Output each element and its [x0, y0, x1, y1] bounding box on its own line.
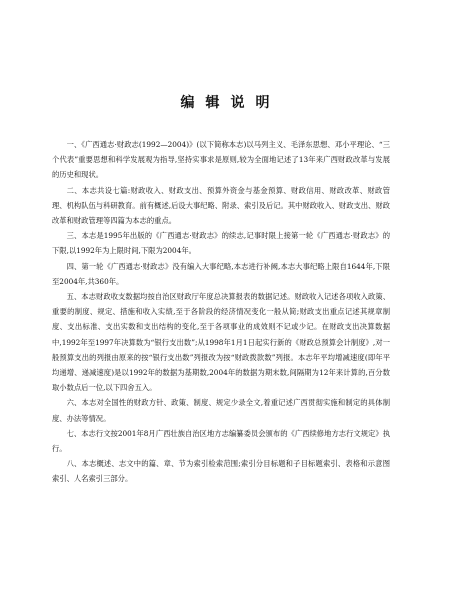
paragraph: 三、本志是1995年出版的《广西通志·财政志》的续志,记事时限上接第一轮《广西通志·财政志》的下限,以1992年为上限时间,下限为2004年。 — [52, 231, 390, 256]
paragraph: 一、《广西通志·财政志(1992—2004)》(以下简称本志)以马列主义、毛泽东思想、邓小平理论、“三个代表”重要思想和科学发展观为指导,坚持实事求是原则,较为全面地记述了13年来广西财政改革与发展的历史和现状。 — [52, 140, 390, 180]
paragraph: 六、本志对全国性的财政方针、政策、制度、规定少录全文,着重记述广西贯彻实施和制定的具体制度、办法等情况。 — [52, 398, 390, 423]
paragraph: 七、本志行文按2001年8月广西壮族自治区地方志编纂委员会颁布的《广西续修地方志行文规定》执行。 — [52, 428, 390, 454]
paragraph: 四、第一轮《广西通志·财政志》没有编入大事纪略,本志进行补阙,本志大事纪略上限自1644年,下限至2004年,共360年。 — [52, 261, 390, 286]
body-text — [52, 137, 390, 487]
page-title: 编辑说明 — [180, 95, 281, 111]
paragraph: 八、本志概述、志文中的篇、章、节为索引检索范围;索引分目标题和子目标题索引、表格和示意图索引、人名索引三部分。 — [52, 459, 390, 484]
paragraph: 五、本志财政收支数据均按自治区财政厅年度总决算报表的数据记述。财政收入记述各项收入政策、重要的制度、规定、措施和收入实绩,至于各阶段的经济情况变化一般从简;财政支出重点记述其规章制度、支出标准、支出实数和支出结构的变化,至于各项事业的成效则不记或少记。在财政支出决算数据中,1992年至1997年决算数为“银行支出数”;从1998年1月1日起实行新的《财政总预算会计制度》,对一般预算支出的列报由原来的按“银行支出数”列报改为按“财政拨款数”列报。本志年平均增减速度(即年平均递增、递减速度)是以1992年的数据为基期数,2004年的数据为期末数,间隔期为12年来计算的,百分数取小数点后一位,以下四舍五入。 — [52, 292, 390, 393]
paragraph: 二、本志共设七篇:财政收入、财政支出、预算外资金与基金预算、财政信用、财政改革、财政管理、机构队伍与科研教育。前有概述,后设大事纪略、附录、索引及后记。其中财政收入、财政支出、财政改革和财政管理等四篇为本志的重点。 — [52, 185, 390, 226]
